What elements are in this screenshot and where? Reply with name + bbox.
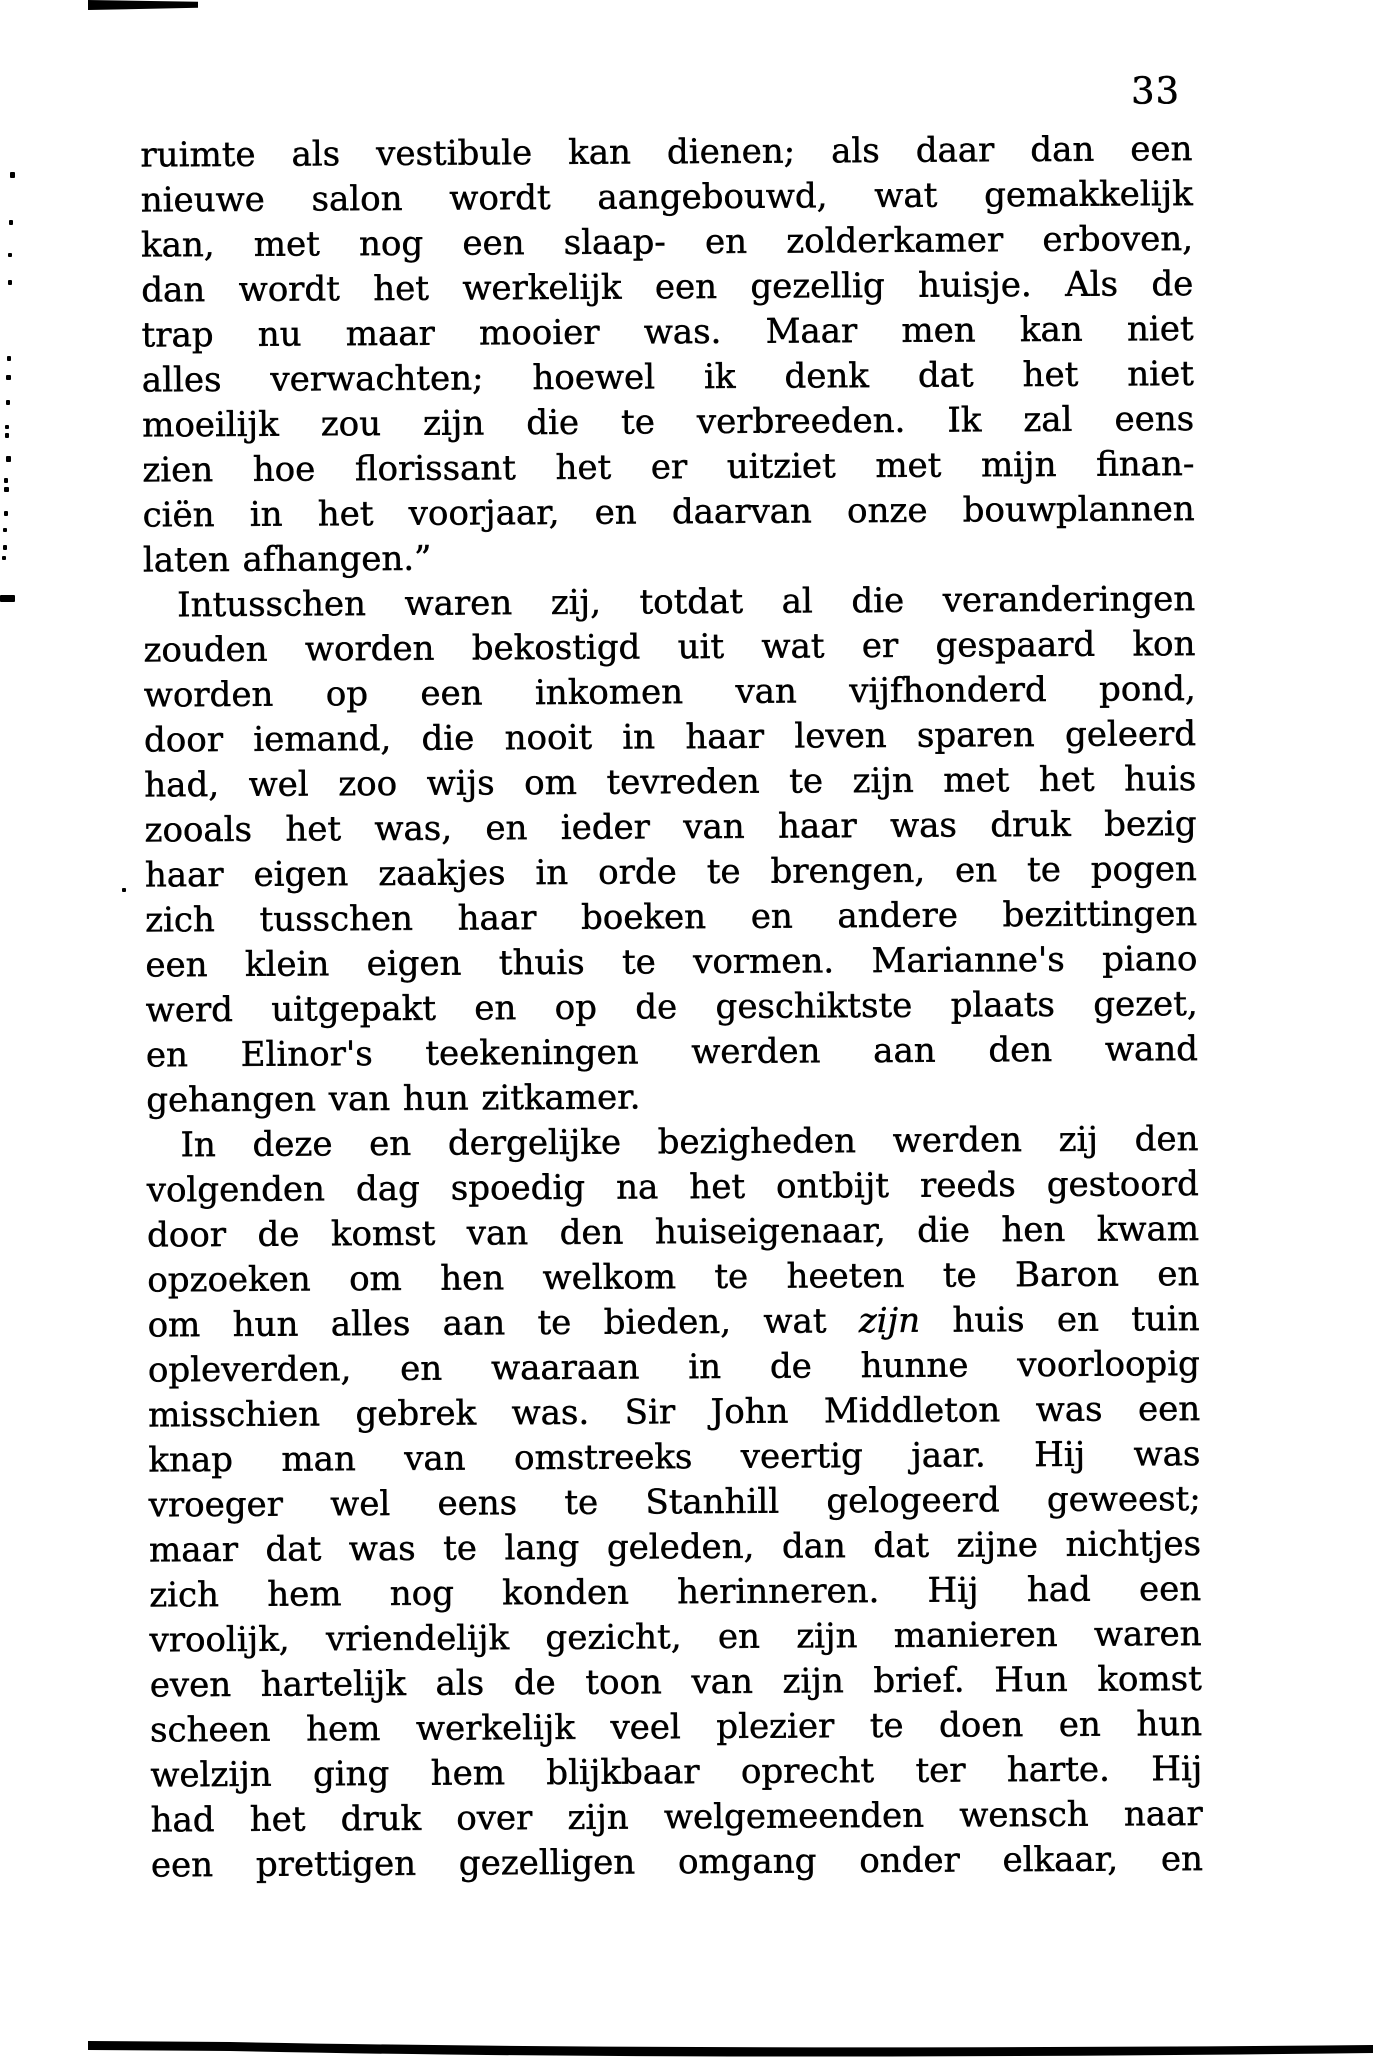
scan-speck-artifact: [3, 528, 7, 532]
paragraph: [143, 577, 1198, 1123]
text-block: [140, 71, 1203, 1888]
text-line: In deze en dergelijke bezigheden werden zij den: [180, 1119, 1199, 1166]
scan-speck-artifact: [6, 400, 10, 405]
text-line: een klein eigen thuis te vormen. Marianne's piano: [145, 939, 1198, 986]
text-line: om hun alles aan te bieden, wat zijn huis en tuin: [147, 1299, 1200, 1346]
scan-speck-artifact: [8, 280, 12, 285]
text-line: kan, met nog een slaap- en zolderkamer erboven,: [140, 219, 1194, 266]
text-line: had, wel zoo wijs om tevreden te zijn met het huis: [144, 759, 1197, 806]
text-line: zien hoe florissant het er uitziet met mijn finan-: [142, 444, 1195, 491]
scan-speck-artifact: [7, 356, 11, 361]
scan-speck-artifact: [9, 220, 13, 225]
text-line: knap man van omstreeks veertig jaar. Hij was: [148, 1434, 1201, 1481]
scan-speck-artifact: [4, 478, 8, 483]
text-line: door de komst van den huiseigenaar, die hen kwam: [146, 1209, 1200, 1256]
text-line: werd uitgepakt en op de geschiktste plaats gezet,: [145, 984, 1198, 1031]
text-line: moeilijk zou zijn die te verbreeden. Ik zal eens: [142, 399, 1195, 446]
paragraph: [140, 127, 1195, 583]
text-line: scheen hem werkelijk veel plezier te doen en hun: [149, 1704, 1203, 1751]
text-line: welzijn ging hem blijkbaar oprecht ter harte. Hij: [150, 1749, 1203, 1796]
text-line: zouden worden bekostigd uit wat er gespaard kon: [143, 624, 1196, 671]
scan-bottom-band-artifact: [0, 2028, 1373, 2058]
text-line: een prettigen gezelligen omgang onder elkaar, en: [150, 1839, 1204, 1886]
text-line: alles verwachten; hoewel ik denk dat het niet: [141, 354, 1194, 401]
text-line: dan wordt het werkelijk een gezellig huisje. Als de: [141, 264, 1194, 311]
text-line: door iemand, die nooit in haar leven sparen geleerd: [143, 714, 1197, 761]
text-line: gehangen van hun zitkamer.: [146, 1077, 641, 1121]
scan-speck-artifact: [4, 487, 9, 492]
scan-speck-artifact: [4, 511, 8, 516]
text-line: opzoeken om hen welkom te heeten te Baron en: [147, 1254, 1200, 1301]
text-line: worden op een inkomen van vijfhonderd pond,: [143, 669, 1196, 716]
text-line: zooals het was, en ieder van haar was druk bezig: [144, 804, 1197, 851]
scan-speck-artifact: [8, 253, 12, 257]
scan-speck-artifact: [10, 172, 15, 178]
scan-speck-artifact: [0, 595, 15, 602]
text-line: misschien gebrek was. Sir John Middleton was een: [148, 1389, 1201, 1436]
text-line: en Elinor's teekeningen werden aan den wand: [145, 1029, 1199, 1076]
text-line: volgenden dag spoedig na het ontbijt reeds gestoord: [146, 1164, 1199, 1211]
text-line: Intusschen waren zij, totdat al die veranderingen: [177, 579, 1196, 626]
text-line: had het druk over zijn welgemeenden wensch naar: [150, 1794, 1203, 1841]
text-line: maar dat was te lang geleden, dan dat zijne nichtjes: [148, 1524, 1202, 1571]
scan-speck-artifact: [6, 375, 11, 380]
text-line: zich hem nog konden herinneren. Hij had een: [149, 1569, 1202, 1616]
text-line: vroolijk, vriendelijk gezicht, en zijn manieren waren: [149, 1614, 1202, 1661]
paragraph: [146, 1117, 1203, 1888]
text-line: vroeger wel eens te Stanhill gelogeerd geweest;: [148, 1479, 1201, 1526]
scan-speck-artifact: [2, 556, 6, 560]
page-number: 33: [1130, 69, 1181, 113]
text-line: ciën in het voorjaar, en daarvan onze bouwplannen: [142, 489, 1195, 536]
scan-speck-artifact: [6, 456, 11, 462]
scan-speck-artifact: [5, 425, 9, 429]
scan-speck-artifact: [3, 545, 7, 550]
text-line: laten afhangen.”: [142, 538, 432, 581]
text-line: trap nu maar mooier was. Maar men kan niet: [141, 309, 1194, 356]
paragraphs-container: [140, 127, 1203, 1888]
scan-top-bar-artifact: [88, 0, 198, 10]
text-line: nieuwe salon wordt aangebouwd, wat gemakkelijk: [140, 174, 1193, 221]
text-line: zich tusschen haar boeken en andere bezittingen: [145, 894, 1198, 941]
scan-speck-artifact: [122, 888, 126, 892]
text-line: opleverden, en waaraan in de hunne voorloopig: [147, 1344, 1201, 1391]
text-line: haar eigen zaakjes in orde te brengen, en te pogen: [144, 849, 1197, 896]
text-line: ruimte als vestibule kan dienen; als daar dan een: [140, 129, 1193, 176]
scan-speck-artifact: [5, 433, 9, 438]
text-line: even hartelijk als de toon van zijn brief. Hun komst: [149, 1659, 1202, 1706]
